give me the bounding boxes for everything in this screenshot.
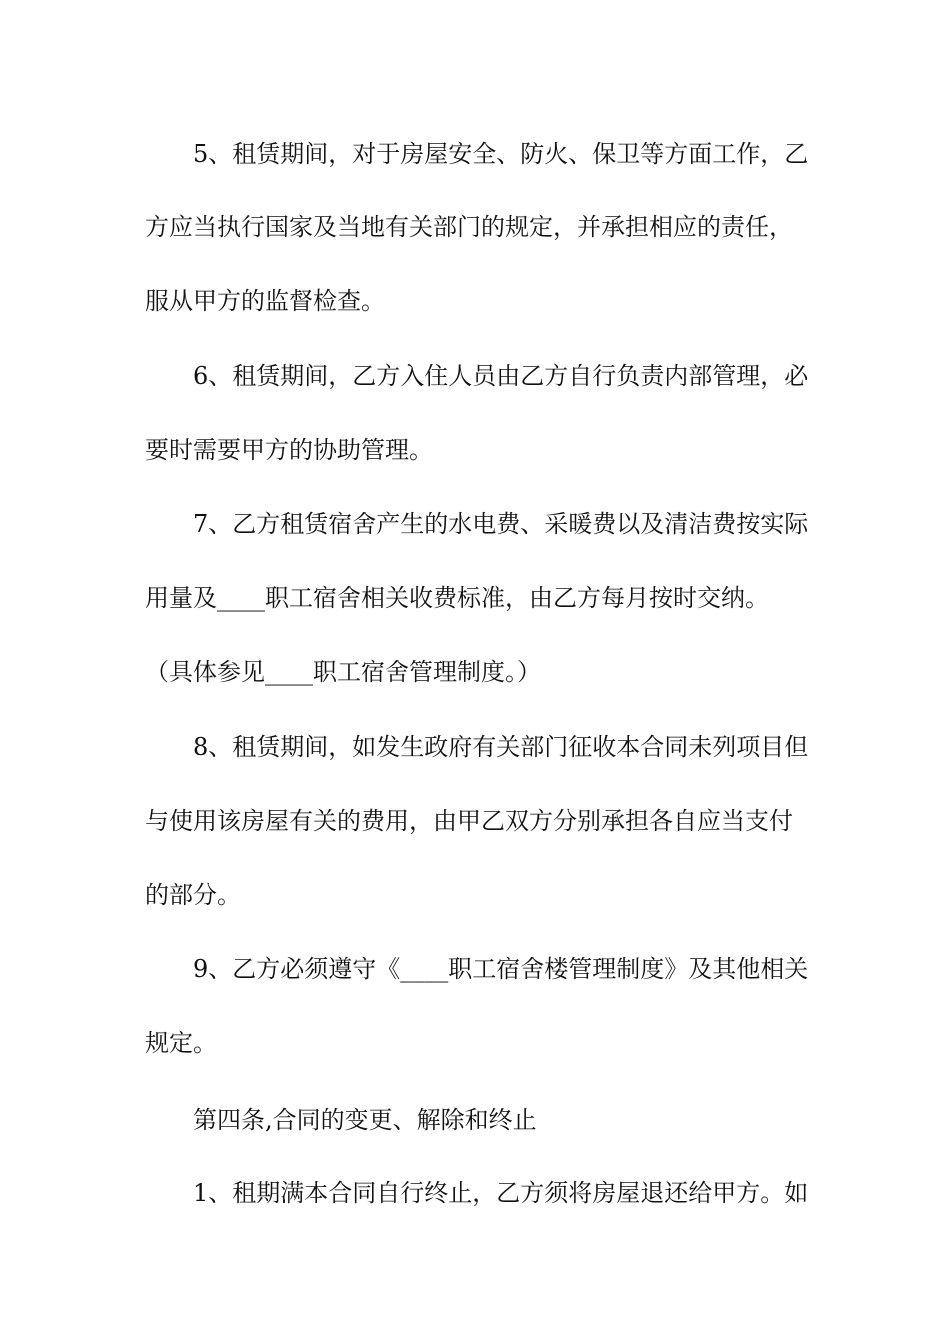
clause-5-line-2: 方应当执行国家及当地有关部门的规定，并承担相应的责任， — [145, 213, 793, 241]
article-4-heading: 第四条,合同的变更、解除和终止 — [193, 1106, 537, 1134]
clause-6-line-2: 要时需要甲方的协助管理。 — [145, 436, 433, 464]
article-4-clause-1-line-1: 1、租期满本合同自行终止，乙方须将房屋退还给甲方。如 — [193, 1179, 809, 1207]
clause-7-line-3: （具体参见____职工宿舍管理制度。） — [145, 658, 541, 686]
clause-9-line-2: 规定。 — [145, 1029, 217, 1057]
clause-7-line-1: 7、乙方租赁宿舍产生的水电费、采暖费以及清洁费按实际 — [193, 510, 809, 538]
clause-5-line-1: 5、租赁期间，对于房屋安全、防火、保卫等方面工作，乙 — [193, 140, 809, 168]
clause-6-line-1: 6、租赁期间，乙方入住人员由乙方自行负责内部管理，必 — [193, 362, 809, 390]
clause-8-line-1: 8、租赁期间，如发生政府有关部门征收本合同未列项目但 — [193, 733, 809, 761]
clause-8-line-3: 的部分。 — [145, 881, 241, 909]
clause-5-line-3: 服从甲方的监督检查。 — [145, 287, 385, 315]
clause-8-line-2: 与使用该房屋有关的费用，由甲乙双方分别承担各自应当支付 — [145, 807, 793, 835]
clause-9-line-1: 9、乙方必须遵守《____职工宿舍楼管理制度》及其他相关 — [193, 955, 809, 983]
clause-7-line-2: 用量及____职工宿舍相关收费标准，由乙方每月按时交纳。 — [145, 584, 769, 612]
